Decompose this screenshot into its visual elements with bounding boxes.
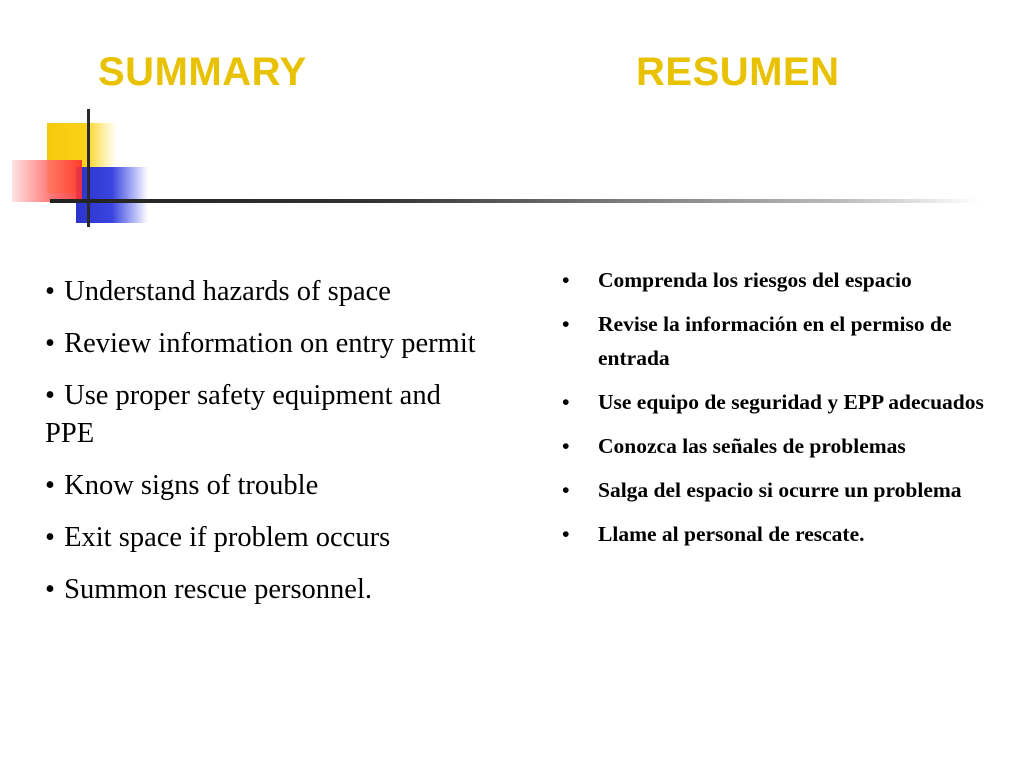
- spanish-summary-list: [562, 263, 992, 561]
- list-item-text: Review information on entry permit: [64, 328, 476, 359]
- bullet: •: [45, 276, 55, 307]
- list-item: [45, 325, 485, 363]
- list-item: [45, 519, 485, 557]
- bullet: •: [45, 470, 55, 501]
- list-item-text: Use equipo de seguridad y EPP adecuados: [598, 390, 984, 414]
- list-item-text: Comprenda los riesgos del espacio: [598, 268, 912, 292]
- yellow-square-decoration: [47, 123, 117, 193]
- list-item-text: Exit space if problem occurs: [64, 522, 391, 553]
- list-item-text: Conozca las señales de problemas: [598, 434, 906, 458]
- bullet: •: [562, 312, 570, 336]
- title-resumen: RESUMEN: [636, 50, 840, 94]
- list-item-text: Use proper safety equipment and PPE: [45, 380, 441, 449]
- bullet: •: [45, 522, 55, 553]
- list-item-text: Summon rescue personnel.: [64, 574, 373, 605]
- list-item: [45, 467, 485, 505]
- english-summary-list: [45, 273, 485, 623]
- bullet: •: [562, 268, 570, 292]
- bullet: •: [45, 380, 55, 411]
- list-item: [562, 263, 992, 297]
- list-item: [562, 473, 992, 507]
- list-item: [45, 377, 485, 453]
- list-item-text: Llame al personal de rescate.: [598, 522, 865, 546]
- title-summary: SUMMARY: [98, 50, 307, 94]
- list-item: [562, 517, 992, 551]
- list-item: [562, 307, 992, 375]
- bullet: •: [45, 574, 55, 605]
- list-item-text: Understand hazards of space: [64, 276, 391, 307]
- bullet: •: [562, 478, 570, 502]
- list-item: [45, 273, 485, 311]
- list-item: [562, 385, 992, 419]
- bullet: •: [45, 328, 55, 359]
- list-item-text: Salga del espacio si ocurre un problema: [598, 478, 962, 502]
- list-item-text: Know signs of trouble: [64, 470, 319, 501]
- bullet: •: [562, 390, 570, 414]
- bullet: •: [562, 434, 570, 458]
- list-item: [562, 429, 992, 463]
- list-item: [45, 571, 485, 609]
- vertical-rule: [87, 109, 90, 227]
- bullet: •: [562, 522, 570, 546]
- horizontal-rule: [50, 199, 980, 203]
- list-item-text: Revise la información en el permiso de entrada: [598, 312, 952, 370]
- red-square-decoration: [12, 160, 82, 202]
- decorative-graphic: [0, 0, 1024, 240]
- blue-square-decoration: [76, 167, 148, 223]
